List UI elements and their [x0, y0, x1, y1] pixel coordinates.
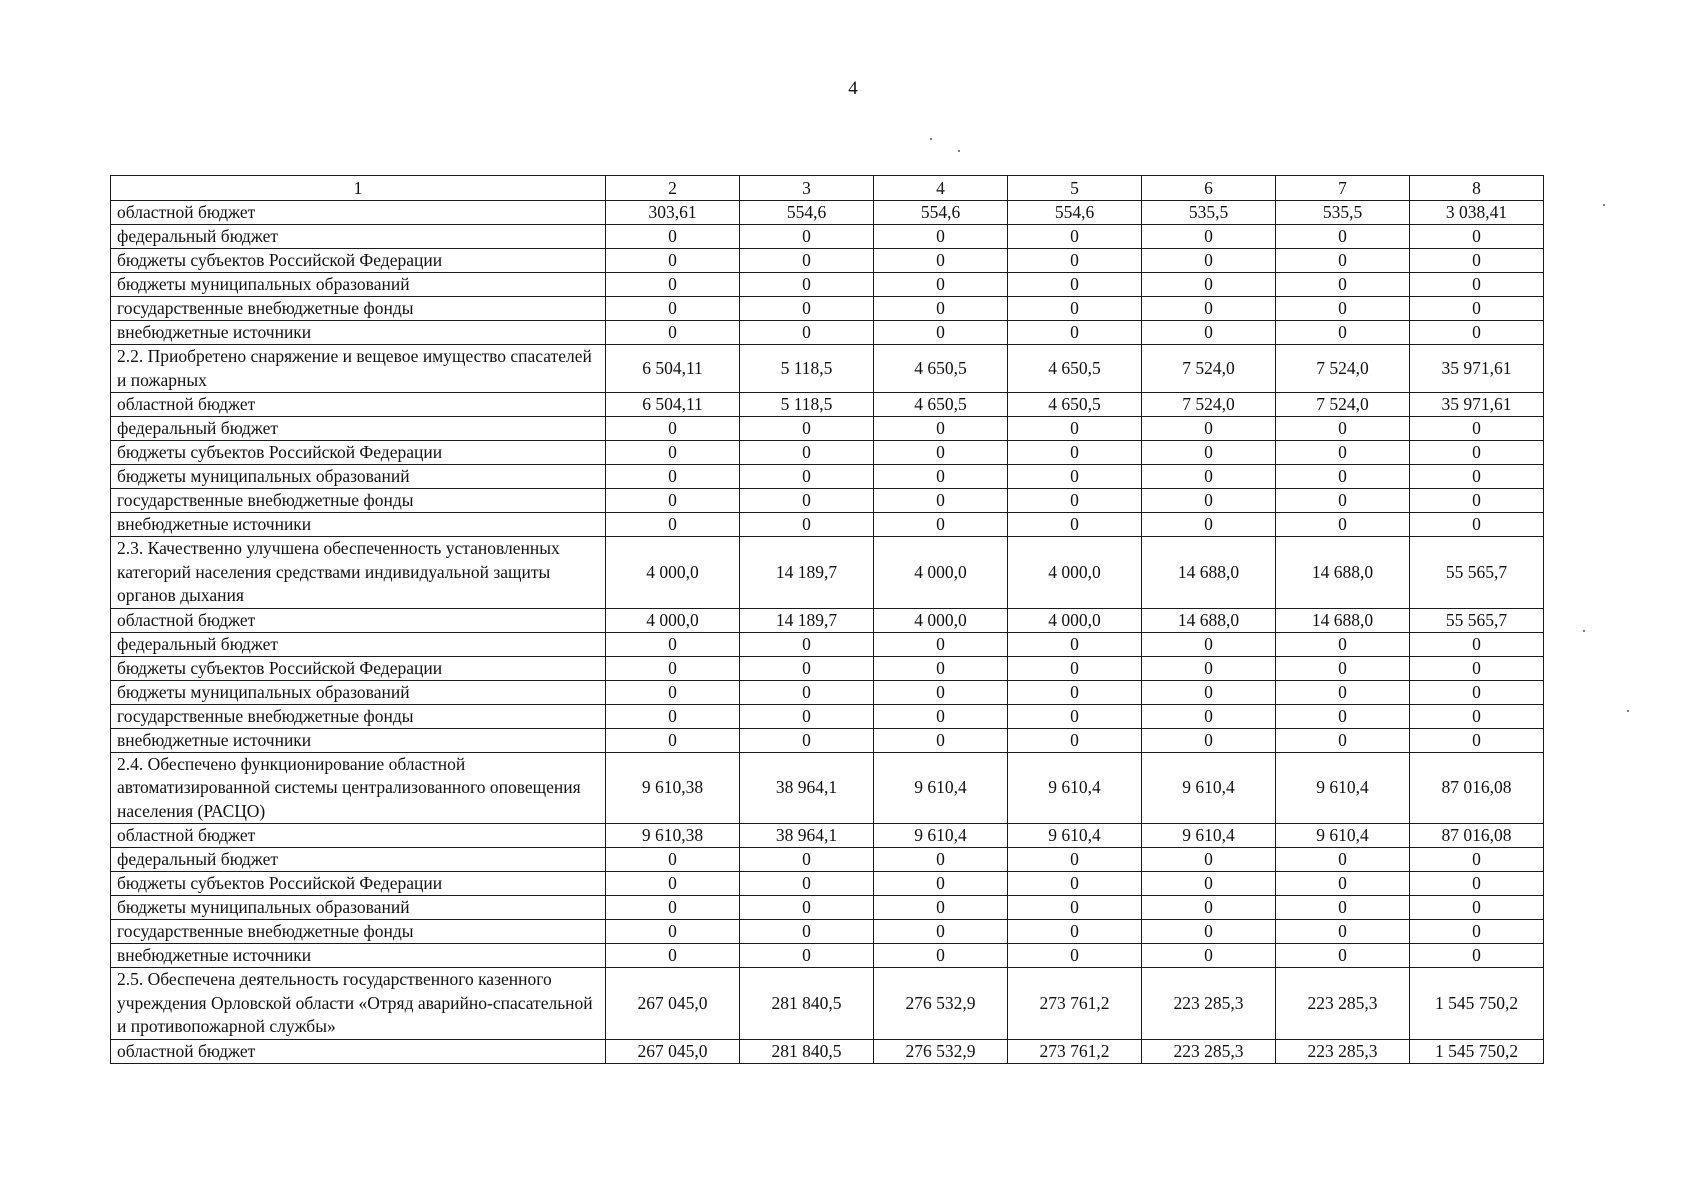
table-row	[111, 489, 1544, 513]
value-cell: 14 189,7	[740, 537, 874, 609]
table-row	[111, 321, 1544, 345]
section-row	[111, 537, 1544, 609]
value-cell: 0	[874, 321, 1008, 345]
value-cell: 0	[1008, 321, 1142, 345]
value-cell: 0	[874, 848, 1008, 872]
value-cell: 303,61	[606, 201, 740, 225]
value-cell: 0	[740, 417, 874, 441]
value-cell: 7 524,0	[1142, 393, 1276, 417]
value-cell: 0	[1276, 273, 1410, 297]
value-cell: 0	[874, 944, 1008, 968]
value-cell: 0	[1410, 249, 1544, 273]
value-cell: 0	[1410, 872, 1544, 896]
value-cell: 0	[740, 249, 874, 273]
value-cell: 87 016,08	[1410, 824, 1544, 848]
scan-speck	[958, 150, 960, 152]
table-row	[111, 417, 1544, 441]
value-cell: 0	[1142, 704, 1276, 728]
page-number: 4	[848, 78, 858, 99]
value-cell: 0	[606, 417, 740, 441]
value-cell: 0	[1008, 297, 1142, 321]
value-cell: 267 045,0	[606, 968, 740, 1040]
value-cell: 223 285,3	[1142, 1039, 1276, 1063]
value-cell: 0	[606, 297, 740, 321]
value-cell: 0	[1276, 632, 1410, 656]
value-cell: 4 650,5	[1008, 345, 1142, 393]
table-row	[111, 465, 1544, 489]
value-cell: 0	[1008, 920, 1142, 944]
value-cell: 0	[740, 465, 874, 489]
table-row	[111, 225, 1544, 249]
table-body	[111, 176, 1544, 1064]
value-cell: 0	[1142, 944, 1276, 968]
value-cell: 0	[1276, 848, 1410, 872]
value-cell: 0	[1142, 225, 1276, 249]
value-cell: 9 610,4	[1008, 752, 1142, 824]
row-label-cell: государственные внебюджетные фонды	[111, 704, 606, 728]
row-label-cell: внебюджетные источники	[111, 513, 606, 537]
value-cell: 0	[1410, 632, 1544, 656]
value-cell: 0	[874, 728, 1008, 752]
value-cell: 5 118,5	[740, 393, 874, 417]
value-cell: 55 565,7	[1410, 537, 1544, 609]
value-cell: 4 000,0	[1008, 608, 1142, 632]
scan-speck	[1627, 710, 1629, 712]
value-cell: 0	[1142, 920, 1276, 944]
value-cell: 14 688,0	[1276, 608, 1410, 632]
value-cell: 0	[874, 896, 1008, 920]
section-row	[111, 752, 1544, 824]
value-cell: 273 761,2	[1008, 968, 1142, 1040]
value-cell: 0	[1008, 489, 1142, 513]
value-cell: 0	[1410, 441, 1544, 465]
row-label-cell: внебюджетные источники	[111, 944, 606, 968]
value-cell: 0	[1008, 249, 1142, 273]
value-cell: 0	[740, 441, 874, 465]
value-cell: 0	[606, 249, 740, 273]
value-cell: 0	[1142, 489, 1276, 513]
table-row	[111, 632, 1544, 656]
value-cell: 0	[1276, 872, 1410, 896]
value-cell: 0	[1410, 896, 1544, 920]
value-cell: 0	[606, 704, 740, 728]
value-cell: 0	[606, 848, 740, 872]
value-cell: 0	[1008, 513, 1142, 537]
value-cell: 535,5	[1276, 201, 1410, 225]
value-cell: 0	[1410, 225, 1544, 249]
value-cell: 0	[1008, 728, 1142, 752]
value-cell: 6 504,11	[606, 393, 740, 417]
row-label-cell: федеральный бюджет	[111, 417, 606, 441]
value-cell: 0	[740, 225, 874, 249]
value-cell: 0	[1410, 920, 1544, 944]
section-row	[111, 345, 1544, 393]
value-cell: 554,6	[874, 201, 1008, 225]
value-cell: 0	[1142, 632, 1276, 656]
value-cell: 0	[1008, 273, 1142, 297]
value-cell: 0	[874, 225, 1008, 249]
row-label-cell: внебюджетные источники	[111, 321, 606, 345]
value-cell: 0	[874, 249, 1008, 273]
value-cell: 0	[606, 872, 740, 896]
value-cell: 0	[740, 848, 874, 872]
value-cell: 0	[874, 465, 1008, 489]
value-cell: 0	[740, 896, 874, 920]
value-cell: 0	[1008, 225, 1142, 249]
value-cell: 0	[1276, 321, 1410, 345]
value-cell: 9 610,4	[874, 752, 1008, 824]
value-cell: 223 285,3	[1142, 968, 1276, 1040]
table-row	[111, 297, 1544, 321]
value-cell: 0	[1276, 465, 1410, 489]
row-label-cell: государственные внебюджетные фонды	[111, 920, 606, 944]
section-title-cell: 2.5. Обеспечена деятельность государственного казенного учреждения Орловской области «Отряд аварийно-спасательной и противопожарной службы»	[111, 968, 606, 1040]
value-cell: 0	[1142, 441, 1276, 465]
value-cell: 4 650,5	[874, 345, 1008, 393]
scan-speck	[1583, 630, 1585, 632]
value-cell: 1 545 750,2	[1410, 1039, 1544, 1063]
section-row	[111, 968, 1544, 1040]
table-row	[111, 273, 1544, 297]
value-cell: 0	[1008, 944, 1142, 968]
value-cell: 14 688,0	[1142, 608, 1276, 632]
value-cell: 0	[606, 944, 740, 968]
value-cell: 0	[874, 704, 1008, 728]
table-header-row	[111, 176, 1544, 201]
value-cell: 0	[1410, 728, 1544, 752]
value-cell: 0	[1276, 441, 1410, 465]
header-cell: 2	[606, 176, 740, 201]
value-cell: 0	[1008, 872, 1142, 896]
value-cell: 0	[874, 297, 1008, 321]
value-cell: 0	[1276, 704, 1410, 728]
value-cell: 0	[606, 896, 740, 920]
value-cell: 3 038,41	[1410, 201, 1544, 225]
row-label-cell: государственные внебюджетные фонды	[111, 297, 606, 321]
value-cell: 0	[740, 513, 874, 537]
value-cell: 0	[606, 632, 740, 656]
table-row	[111, 920, 1544, 944]
scan-speck	[1603, 204, 1605, 206]
value-cell: 0	[606, 728, 740, 752]
row-label-cell: федеральный бюджет	[111, 225, 606, 249]
header-cell: 8	[1410, 176, 1544, 201]
value-cell: 9 610,4	[1142, 824, 1276, 848]
budget-table	[110, 175, 1544, 1064]
value-cell: 0	[1142, 680, 1276, 704]
value-cell: 9 610,4	[1008, 824, 1142, 848]
value-cell: 9 610,38	[606, 752, 740, 824]
value-cell: 14 189,7	[740, 608, 874, 632]
value-cell: 9 610,4	[1276, 824, 1410, 848]
value-cell: 0	[1410, 944, 1544, 968]
row-label-cell: бюджеты субъектов Российской Федерации	[111, 441, 606, 465]
value-cell: 0	[606, 465, 740, 489]
table-row	[111, 608, 1544, 632]
value-cell: 0	[874, 489, 1008, 513]
table-row	[111, 441, 1544, 465]
value-cell: 0	[1142, 656, 1276, 680]
value-cell: 0	[1008, 680, 1142, 704]
table-row	[111, 944, 1544, 968]
value-cell: 0	[1142, 417, 1276, 441]
table-row	[111, 896, 1544, 920]
value-cell: 0	[1276, 225, 1410, 249]
row-label-cell: областной бюджет	[111, 201, 606, 225]
value-cell: 0	[740, 321, 874, 345]
value-cell: 0	[740, 680, 874, 704]
value-cell: 0	[1410, 704, 1544, 728]
value-cell: 9 610,4	[874, 824, 1008, 848]
header-cell: 5	[1008, 176, 1142, 201]
header-cell: 6	[1142, 176, 1276, 201]
row-label-cell: бюджеты муниципальных образований	[111, 680, 606, 704]
value-cell: 0	[740, 944, 874, 968]
value-cell: 0	[1008, 704, 1142, 728]
value-cell: 9 610,4	[1276, 752, 1410, 824]
value-cell: 0	[1276, 944, 1410, 968]
value-cell: 0	[1410, 489, 1544, 513]
value-cell: 55 565,7	[1410, 608, 1544, 632]
value-cell: 535,5	[1142, 201, 1276, 225]
value-cell: 0	[1142, 896, 1276, 920]
table-row	[111, 393, 1544, 417]
value-cell: 0	[606, 321, 740, 345]
value-cell: 0	[874, 680, 1008, 704]
value-cell: 4 000,0	[874, 537, 1008, 609]
value-cell: 0	[1142, 872, 1276, 896]
value-cell: 554,6	[740, 201, 874, 225]
section-title-cell: 2.4. Обеспечено функционирование областной автоматизированной системы централизованного оповещения населения (РАСЦО)	[111, 752, 606, 824]
row-label-cell: государственные внебюджетные фонды	[111, 489, 606, 513]
value-cell: 9 610,38	[606, 824, 740, 848]
table-row	[111, 680, 1544, 704]
value-cell: 0	[1276, 249, 1410, 273]
value-cell: 0	[1142, 728, 1276, 752]
value-cell: 38 964,1	[740, 752, 874, 824]
row-label-cell: областной бюджет	[111, 608, 606, 632]
table-row	[111, 513, 1544, 537]
row-label-cell: бюджеты муниципальных образований	[111, 273, 606, 297]
row-label-cell: областной бюджет	[111, 1039, 606, 1063]
value-cell: 0	[1142, 465, 1276, 489]
value-cell: 0	[1410, 680, 1544, 704]
value-cell: 0	[1410, 848, 1544, 872]
value-cell: 0	[1008, 896, 1142, 920]
value-cell: 0	[1008, 848, 1142, 872]
value-cell: 0	[1276, 513, 1410, 537]
value-cell: 4 650,5	[874, 393, 1008, 417]
value-cell: 0	[1142, 513, 1276, 537]
value-cell: 0	[874, 920, 1008, 944]
value-cell: 0	[606, 273, 740, 297]
value-cell: 0	[1276, 417, 1410, 441]
value-cell: 0	[1008, 417, 1142, 441]
value-cell: 7 524,0	[1142, 345, 1276, 393]
value-cell: 0	[1008, 441, 1142, 465]
value-cell: 7 524,0	[1276, 345, 1410, 393]
table-row	[111, 872, 1544, 896]
value-cell: 4 000,0	[606, 608, 740, 632]
value-cell: 0	[740, 489, 874, 513]
row-label-cell: областной бюджет	[111, 393, 606, 417]
value-cell: 0	[874, 656, 1008, 680]
value-cell: 35 971,61	[1410, 393, 1544, 417]
value-cell: 0	[1008, 656, 1142, 680]
value-cell: 0	[740, 297, 874, 321]
table-row	[111, 848, 1544, 872]
value-cell: 0	[1276, 489, 1410, 513]
value-cell: 223 285,3	[1276, 968, 1410, 1040]
value-cell: 87 016,08	[1410, 752, 1544, 824]
table-row	[111, 824, 1544, 848]
value-cell: 223 285,3	[1276, 1039, 1410, 1063]
value-cell: 276 532,9	[874, 968, 1008, 1040]
value-cell: 0	[874, 417, 1008, 441]
value-cell: 0	[740, 920, 874, 944]
value-cell: 0	[874, 513, 1008, 537]
row-label-cell: федеральный бюджет	[111, 848, 606, 872]
value-cell: 0	[1410, 297, 1544, 321]
value-cell: 273 761,2	[1008, 1039, 1142, 1063]
value-cell: 0	[1410, 273, 1544, 297]
value-cell: 0	[1410, 321, 1544, 345]
value-cell: 0	[606, 489, 740, 513]
value-cell: 5 118,5	[740, 345, 874, 393]
row-label-cell: бюджеты муниципальных образований	[111, 465, 606, 489]
value-cell: 0	[740, 656, 874, 680]
value-cell: 0	[606, 441, 740, 465]
value-cell: 4 650,5	[1008, 393, 1142, 417]
value-cell: 0	[1276, 656, 1410, 680]
value-cell: 0	[1276, 920, 1410, 944]
value-cell: 4 000,0	[874, 608, 1008, 632]
header-cell: 1	[111, 176, 606, 201]
table-row	[111, 656, 1544, 680]
value-cell: 35 971,61	[1410, 345, 1544, 393]
value-cell: 267 045,0	[606, 1039, 740, 1063]
value-cell: 554,6	[1008, 201, 1142, 225]
value-cell: 0	[874, 872, 1008, 896]
value-cell: 0	[606, 225, 740, 249]
value-cell: 1 545 750,2	[1410, 968, 1544, 1040]
value-cell: 0	[740, 728, 874, 752]
value-cell: 0	[1142, 249, 1276, 273]
value-cell: 0	[1276, 896, 1410, 920]
table-row	[111, 201, 1544, 225]
section-title-cell: 2.3. Качественно улучшена обеспеченность установленных категорий населения средствами индивидуальной защиты органов дыхания	[111, 537, 606, 609]
section-title-cell: 2.2. Приобретено снаряжение и вещевое имущество спасателей и пожарных	[111, 345, 606, 393]
scan-speck	[930, 138, 932, 140]
value-cell: 0	[1142, 297, 1276, 321]
value-cell: 9 610,4	[1142, 752, 1276, 824]
value-cell: 0	[606, 513, 740, 537]
budget-table-container	[110, 175, 1543, 1064]
value-cell: 6 504,11	[606, 345, 740, 393]
value-cell: 0	[874, 273, 1008, 297]
value-cell: 4 000,0	[606, 537, 740, 609]
value-cell: 0	[740, 872, 874, 896]
value-cell: 4 000,0	[1008, 537, 1142, 609]
table-row	[111, 1039, 1544, 1063]
value-cell: 0	[740, 704, 874, 728]
value-cell: 0	[874, 632, 1008, 656]
value-cell: 0	[1008, 465, 1142, 489]
value-cell: 0	[1142, 848, 1276, 872]
value-cell: 0	[1410, 417, 1544, 441]
header-cell: 3	[740, 176, 874, 201]
value-cell: 0	[740, 632, 874, 656]
value-cell: 0	[1410, 465, 1544, 489]
value-cell: 0	[606, 920, 740, 944]
value-cell: 276 532,9	[874, 1039, 1008, 1063]
value-cell: 0	[1276, 728, 1410, 752]
value-cell: 281 840,5	[740, 1039, 874, 1063]
value-cell: 0	[606, 680, 740, 704]
table-row	[111, 728, 1544, 752]
value-cell: 0	[1142, 321, 1276, 345]
table-row	[111, 249, 1544, 273]
value-cell: 0	[1410, 513, 1544, 537]
value-cell: 0	[874, 441, 1008, 465]
value-cell: 0	[740, 273, 874, 297]
row-label-cell: внебюджетные источники	[111, 728, 606, 752]
value-cell: 0	[606, 656, 740, 680]
header-cell: 4	[874, 176, 1008, 201]
row-label-cell: бюджеты субъектов Российской Федерации	[111, 872, 606, 896]
value-cell: 0	[1142, 273, 1276, 297]
row-label-cell: бюджеты субъектов Российской Федерации	[111, 249, 606, 273]
value-cell: 0	[1276, 680, 1410, 704]
value-cell: 0	[1008, 632, 1142, 656]
row-label-cell: федеральный бюджет	[111, 632, 606, 656]
value-cell: 14 688,0	[1142, 537, 1276, 609]
value-cell: 38 964,1	[740, 824, 874, 848]
value-cell: 0	[1410, 656, 1544, 680]
value-cell: 7 524,0	[1276, 393, 1410, 417]
value-cell: 281 840,5	[740, 968, 874, 1040]
value-cell: 0	[1276, 297, 1410, 321]
row-label-cell: бюджеты муниципальных образований	[111, 896, 606, 920]
table-row	[111, 704, 1544, 728]
value-cell: 14 688,0	[1276, 537, 1410, 609]
header-cell: 7	[1276, 176, 1410, 201]
row-label-cell: областной бюджет	[111, 824, 606, 848]
row-label-cell: бюджеты субъектов Российской Федерации	[111, 656, 606, 680]
